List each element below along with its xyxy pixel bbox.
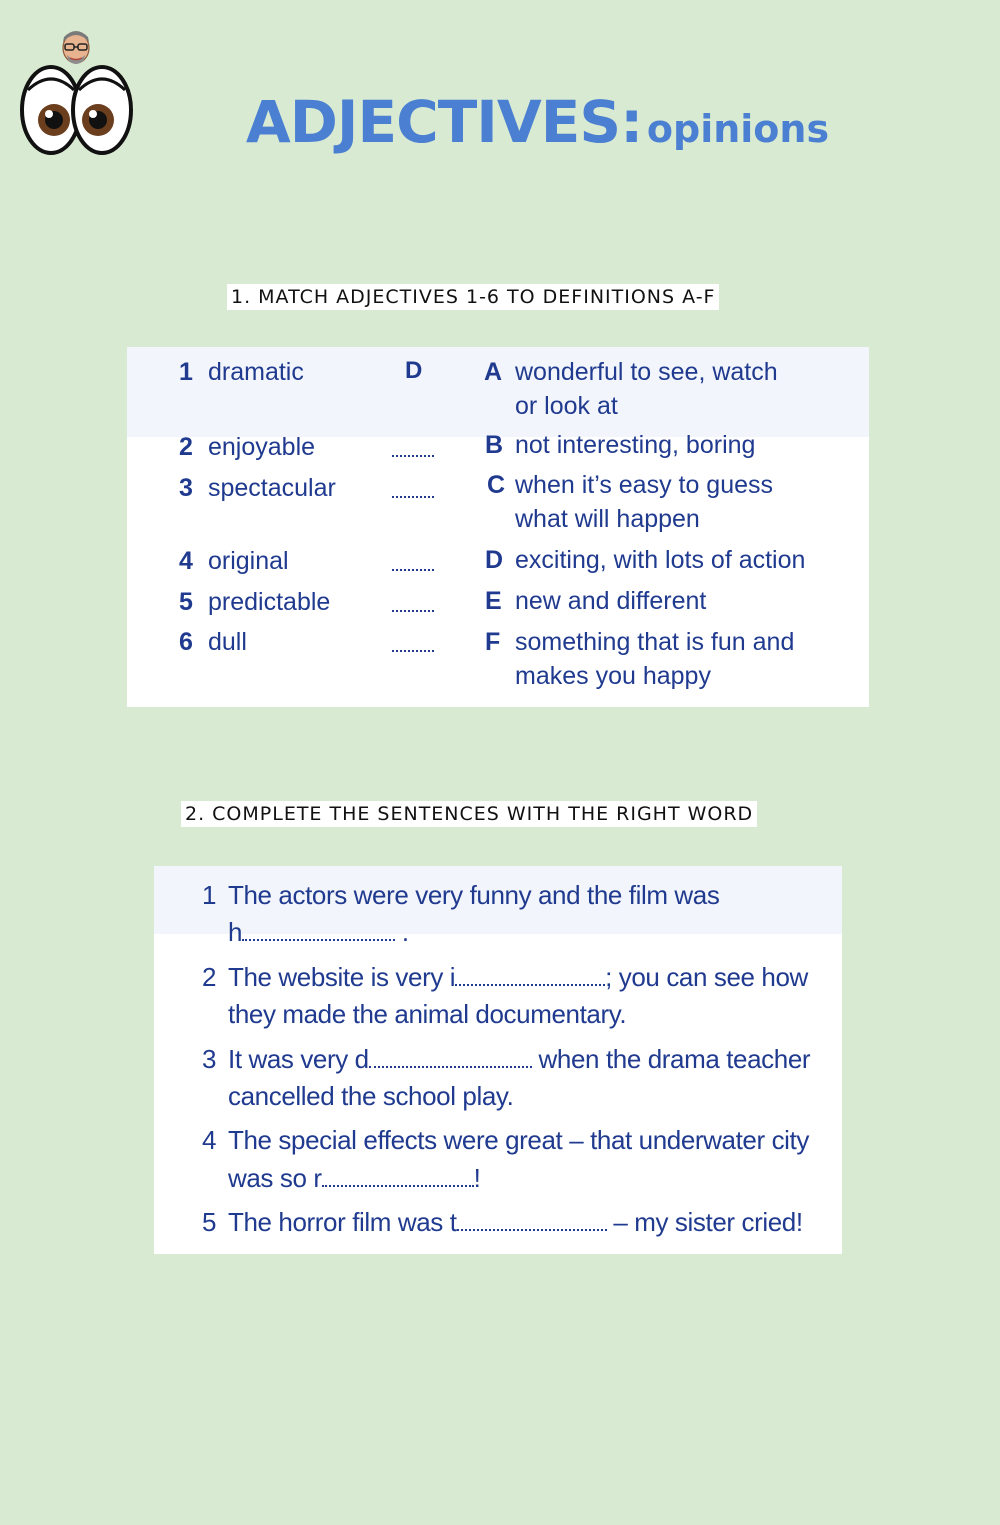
adjective-number: 5 <box>179 588 193 616</box>
definition-letter: F <box>485 628 501 656</box>
definition-text: something that is fun and <box>515 628 795 656</box>
sentence-text: The website is very i <box>228 962 456 992</box>
definition-text: exciting, with lots of action <box>515 546 806 574</box>
sentence-text: It was very d <box>228 1044 369 1074</box>
answer-blank[interactable] <box>392 610 434 612</box>
sentence-line <box>228 1207 803 1238</box>
definition-letter: D <box>485 546 504 574</box>
adjective-number: 1 <box>179 358 193 386</box>
sentence-text: The horror film was t <box>228 1207 457 1237</box>
definition-text: new and different <box>515 587 707 615</box>
matching-exercise <box>127 347 869 707</box>
title-sub: opinions <box>646 107 830 151</box>
adjective-word: dull <box>208 628 247 656</box>
sentence-line <box>228 917 409 948</box>
definition-text: what will happen <box>515 505 700 533</box>
answer-blank[interactable] <box>392 496 434 498</box>
sentence-line <box>228 1163 480 1194</box>
sentence-text: ; you can see how <box>605 962 808 992</box>
sentence-text: h <box>228 917 243 947</box>
definition-letter: B <box>485 431 504 459</box>
adjective-number: 4 <box>179 547 193 575</box>
answer-field[interactable]: D <box>405 357 423 384</box>
sentence-text: – my sister cried! <box>606 1207 803 1237</box>
definition-text: wonderful to see, watch <box>515 358 778 386</box>
definition-letter: C <box>487 471 506 499</box>
definition-text: or look at <box>515 392 618 420</box>
sentence-text: was so r <box>228 1163 322 1193</box>
sentence-text: ! <box>473 1163 481 1193</box>
sentence-number: 4 <box>202 1125 217 1155</box>
answer-blank[interactable] <box>457 1211 607 1231</box>
sentence-completion-exercise <box>154 866 842 1254</box>
definition-letter: E <box>485 587 502 615</box>
sentence-text: The actors were very funny and the film was <box>228 880 720 910</box>
exercise2-heading: 2. COMPLETE THE SENTENCES WITH THE RIGHT WORD <box>181 801 757 827</box>
answer-blank[interactable] <box>392 650 434 652</box>
sentence-text: cancelled the school play. <box>228 1081 514 1111</box>
adjective-word: predictable <box>208 588 331 616</box>
definition-text: makes you happy <box>515 662 711 690</box>
answer-blank[interactable] <box>455 966 605 986</box>
exercise1-heading: 1. MATCH ADJECTIVES 1-6 TO DEFINITIONS A-F <box>227 284 719 310</box>
adjective-word: enjoyable <box>208 433 316 461</box>
sentence-line <box>228 1044 810 1075</box>
answer-blank[interactable] <box>392 455 434 457</box>
sentence-text: . <box>401 917 409 947</box>
sentence-number: 3 <box>202 1044 217 1074</box>
adjective-word: dramatic <box>208 358 304 386</box>
adjective-number: 2 <box>179 433 193 461</box>
title-main: ADJECTIVES: <box>245 88 643 156</box>
answer-blank[interactable] <box>392 569 434 571</box>
adjective-number: 3 <box>179 474 193 502</box>
definition-text: when it’s easy to guess <box>515 471 774 499</box>
answer-blank[interactable] <box>242 921 395 941</box>
sentence-text: when the drama teacher <box>531 1044 811 1074</box>
page-title <box>0 88 1000 156</box>
sentence-text: The special effects were great – that underwater city <box>228 1125 809 1155</box>
sentence-number: 1 <box>202 880 217 910</box>
answer-blank[interactable] <box>369 1048 532 1068</box>
sentence-number: 2 <box>202 962 217 992</box>
adjective-word: original <box>208 547 289 575</box>
definition-text: not interesting, boring <box>515 431 756 459</box>
sentence-number: 5 <box>202 1207 217 1237</box>
definition-letter: A <box>484 358 503 386</box>
adjective-word: spectacular <box>208 474 336 502</box>
answer-blank[interactable] <box>322 1167 474 1187</box>
sentence-line <box>228 962 808 993</box>
adjective-number: 6 <box>179 628 193 656</box>
sentence-text: they made the animal documentary. <box>228 999 627 1029</box>
